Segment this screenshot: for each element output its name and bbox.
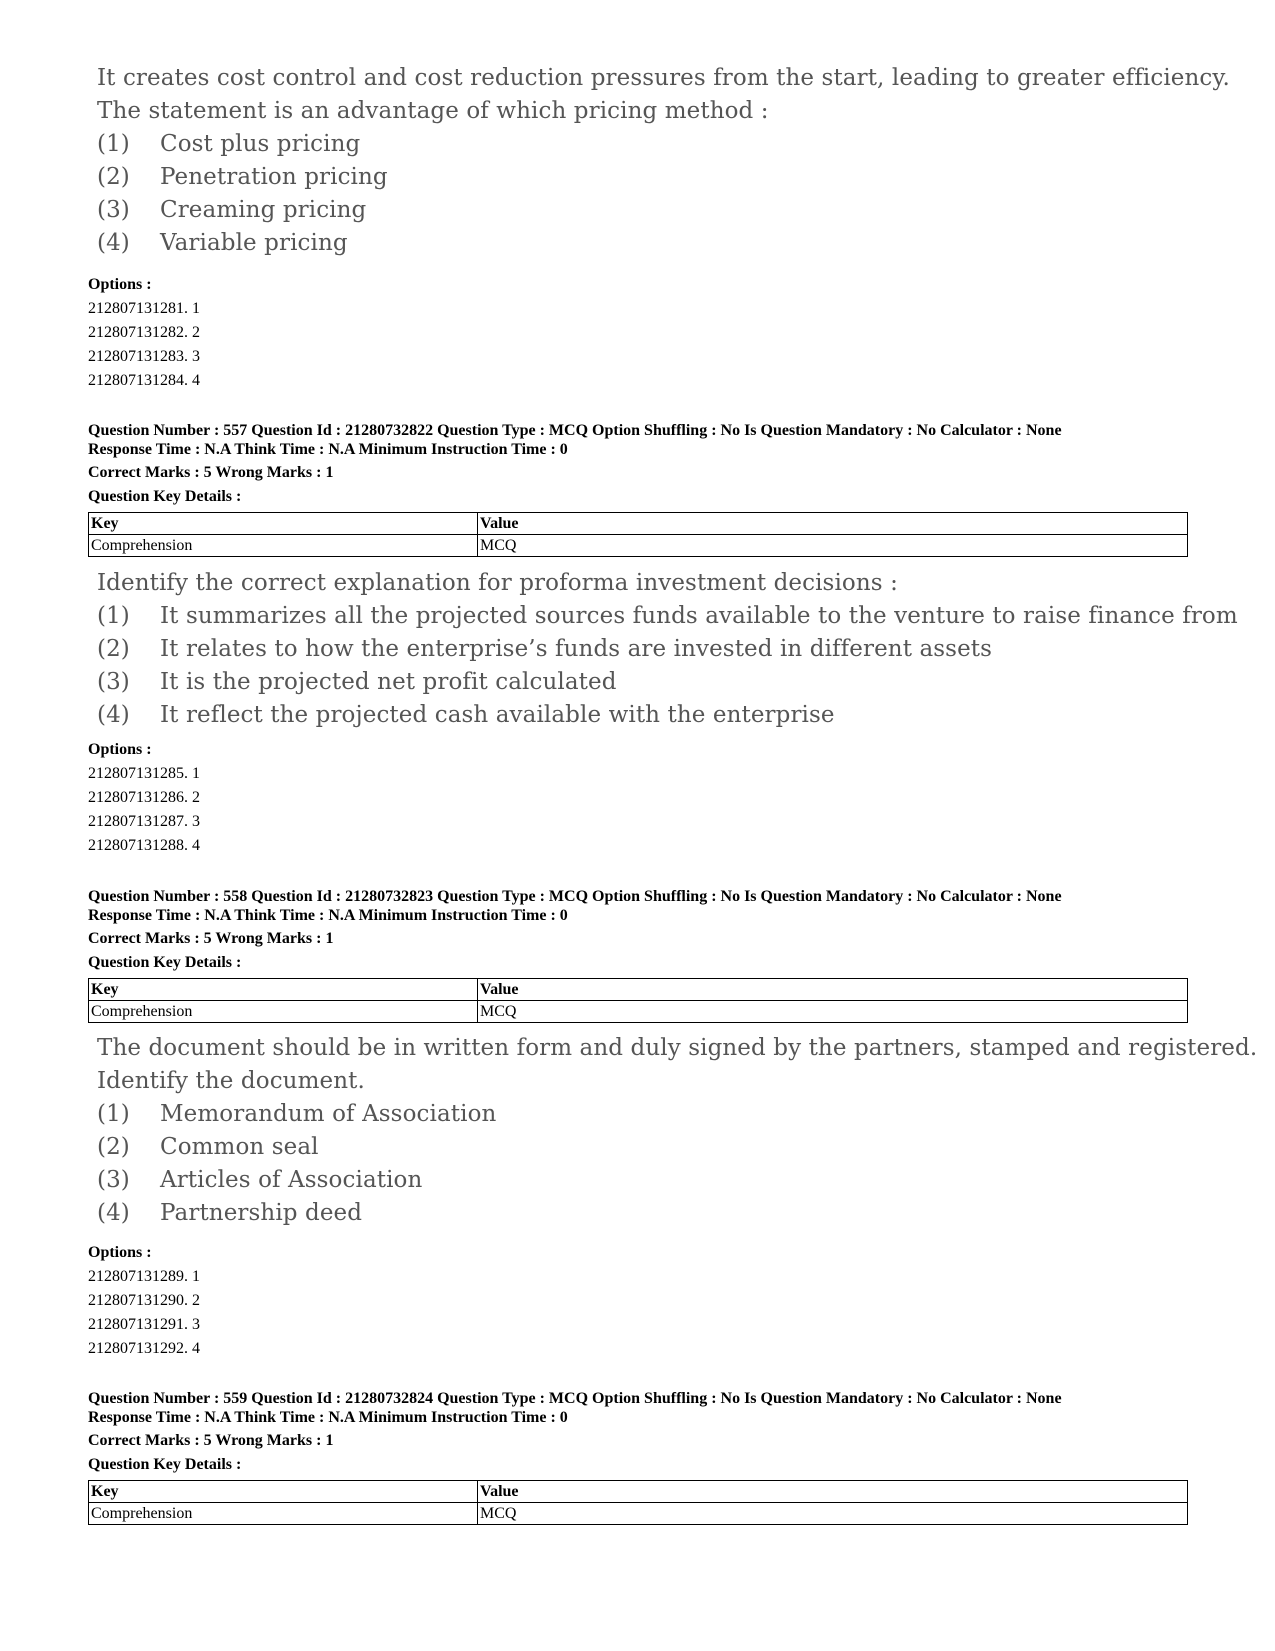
question-stem-line: Identify the document. <box>97 1068 365 1094</box>
question-557-meta <box>88 421 1208 459</box>
choice-text: It summarizes all the projected sources funds available to the venture to raise finance from <box>160 603 1238 629</box>
table-header-row <box>89 979 1188 1001</box>
choice-text: Penetration pricing <box>160 164 388 190</box>
answer-choice <box>97 666 1238 699</box>
answer-choice <box>97 1197 1257 1230</box>
question-key-table <box>88 1480 1188 1525</box>
choice-number: (1) <box>97 131 130 157</box>
option-id: 212807131290. 2 <box>88 1292 200 1309</box>
choice-number: (4) <box>97 702 130 728</box>
question-marks: Correct Marks : 5 Wrong Marks : 1 <box>88 930 334 947</box>
choice-number: (1) <box>97 1101 130 1127</box>
table-cell-value: MCQ <box>478 535 1188 557</box>
answer-choice <box>97 600 1238 633</box>
options-label: Options : <box>88 1244 152 1261</box>
choice-number: (4) <box>97 230 130 256</box>
choice-text: It reflect the projected cash available with the enterprise <box>160 702 835 728</box>
question-meta-line: Question Number : 557 Question Id : 21280732822 Question Type : MCQ Option Shuffling : No Is Question Mandatory : No Calculator : None <box>88 422 1062 439</box>
option-id: 212807131281. 1 <box>88 300 200 317</box>
question-558-meta <box>88 887 1208 925</box>
question-stem-line: It creates cost control and cost reduction pressures from the start, leading to greater efficiency. <box>97 65 1230 91</box>
table-cell-key: Comprehension <box>89 1503 478 1525</box>
options-label: Options : <box>88 276 152 293</box>
choice-number: (4) <box>97 1200 130 1226</box>
option-id: 212807131289. 1 <box>88 1268 200 1285</box>
answer-choice <box>97 128 1230 161</box>
question-key-details-label: Question Key Details : <box>88 954 242 971</box>
question-meta-line: Response Time : N.A Think Time : N.A Minimum Instruction Time : 0 <box>88 441 568 458</box>
table-header-row <box>89 513 1188 535</box>
table-cell-key: Comprehension <box>89 535 478 557</box>
choice-number: (3) <box>97 669 130 695</box>
question-key-table <box>88 512 1188 557</box>
answer-choice <box>97 633 1238 666</box>
table-cell-value: MCQ <box>478 1001 1188 1023</box>
choice-text: Articles of Association <box>160 1167 423 1193</box>
choice-number: (2) <box>97 164 130 190</box>
answer-choice <box>97 1131 1257 1164</box>
table-row <box>89 1001 1188 1023</box>
question-558-image <box>97 1032 1257 1230</box>
answer-choice <box>97 161 1230 194</box>
table-row <box>89 1503 1188 1525</box>
choice-text: It is the projected net profit calculated <box>160 669 617 695</box>
table-header-key: Key <box>89 1481 478 1503</box>
option-id: 212807131287. 3 <box>88 813 200 830</box>
option-id: 212807131286. 2 <box>88 789 200 806</box>
option-id: 212807131292. 4 <box>88 1340 200 1357</box>
options-list <box>88 273 200 393</box>
choice-text: It relates to how the enterprise’s funds are invested in different assets <box>160 636 993 662</box>
question-557-image <box>97 567 1238 732</box>
question-meta-line: Question Number : 559 Question Id : 21280732824 Question Type : MCQ Option Shuffling : No Is Question Mandatory : No Calculator : None <box>88 1390 1062 1407</box>
choice-text: Memorandum of Association <box>160 1101 497 1127</box>
answer-choice <box>97 699 1238 732</box>
question-stem-line: Identify the correct explanation for proforma investment decisions : <box>97 570 898 596</box>
choice-number: (3) <box>97 1167 130 1193</box>
option-id: 212807131291. 3 <box>88 1316 200 1333</box>
table-cell-value: MCQ <box>478 1503 1188 1525</box>
options-list <box>88 738 200 858</box>
table-row <box>89 535 1188 557</box>
choice-text: Common seal <box>160 1134 319 1160</box>
answer-choice <box>97 194 1230 227</box>
question-key-table <box>88 978 1188 1023</box>
choice-number: (3) <box>97 197 130 223</box>
choice-number: (2) <box>97 1134 130 1160</box>
question-key-details-label: Question Key Details : <box>88 488 242 505</box>
option-id: 212807131288. 4 <box>88 837 200 854</box>
question-marks: Correct Marks : 5 Wrong Marks : 1 <box>88 464 334 481</box>
question-meta-line: Question Number : 558 Question Id : 21280732823 Question Type : MCQ Option Shuffling : No Is Question Mandatory : No Calculator : None <box>88 888 1062 905</box>
choice-number: (2) <box>97 636 130 662</box>
option-id: 212807131282. 2 <box>88 324 200 341</box>
question-meta-line: Response Time : N.A Think Time : N.A Minimum Instruction Time : 0 <box>88 1409 568 1426</box>
question-556-image <box>97 62 1230 260</box>
table-header-key: Key <box>89 979 478 1001</box>
choice-number: (1) <box>97 603 130 629</box>
answer-choice <box>97 227 1230 260</box>
answer-choice <box>97 1164 1257 1197</box>
option-id: 212807131285. 1 <box>88 765 200 782</box>
question-marks: Correct Marks : 5 Wrong Marks : 1 <box>88 1432 334 1449</box>
choice-text: Cost plus pricing <box>160 131 361 157</box>
table-header-value: Value <box>478 513 1188 535</box>
options-list <box>88 1241 200 1361</box>
question-559-meta <box>88 1389 1208 1427</box>
choice-text: Partnership deed <box>160 1200 363 1226</box>
question-key-details-label: Question Key Details : <box>88 1456 242 1473</box>
question-stem-line: The document should be in written form and duly signed by the partners, stamped and registered. <box>97 1035 1258 1061</box>
question-stem-line: The statement is an advantage of which pricing method : <box>97 98 769 124</box>
choice-text: Variable pricing <box>160 230 348 256</box>
options-label: Options : <box>88 741 152 758</box>
question-meta-line: Response Time : N.A Think Time : N.A Minimum Instruction Time : 0 <box>88 907 568 924</box>
table-header-value: Value <box>478 1481 1188 1503</box>
choice-text: Creaming pricing <box>160 197 367 223</box>
table-header-key: Key <box>89 513 478 535</box>
answer-choice <box>97 1098 1257 1131</box>
table-header-row <box>89 1481 1188 1503</box>
table-header-value: Value <box>478 979 1188 1001</box>
table-cell-key: Comprehension <box>89 1001 478 1023</box>
option-id: 212807131284. 4 <box>88 372 200 389</box>
option-id: 212807131283. 3 <box>88 348 200 365</box>
